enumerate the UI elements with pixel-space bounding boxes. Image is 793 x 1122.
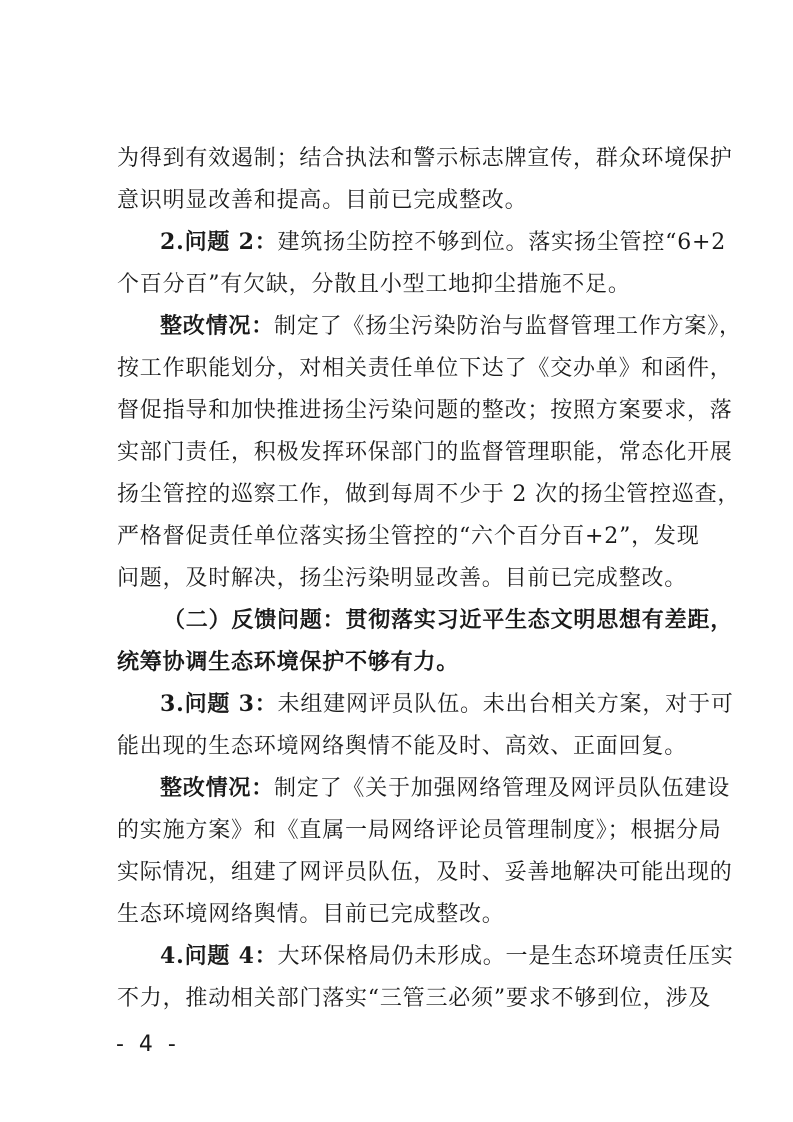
text-run: 按工作职能划分，对相关责任单位下达了《交办单》和函件，: [117, 356, 733, 381]
paragraph-line: [117, 437, 733, 468]
section-heading-line: [117, 647, 687, 678]
text-run: 不力，推动相关部门落实“三管三必须”要求不够到位，涉及: [117, 986, 712, 1011]
text-run: 生态环境网络舆情。目前已完成整改。: [117, 902, 505, 927]
paragraph-line: [117, 269, 687, 300]
text-run: 个百分百”有欠缺，分散且小型工地抑尘措施不足。: [117, 272, 631, 297]
paragraph-line: [160, 773, 731, 804]
paragraph-line: [117, 143, 733, 174]
bold-run: 2.问题 2：: [160, 229, 278, 255]
bold-run: 统筹协调生态环境保护不够有力。: [117, 649, 460, 675]
paragraph-line: [117, 899, 687, 930]
paragraph-line: [117, 857, 733, 888]
paragraph-line: [117, 815, 722, 846]
paragraph-line: [160, 227, 727, 258]
page-number: - 4 -: [116, 1032, 180, 1057]
text-run: 严格督促责任单位落实扬尘管控的“六个百分百+2”，发现: [117, 524, 700, 549]
paragraph-line: [160, 311, 742, 342]
text-run: 扬尘管控的巡察工作，做到每周不少于 2 次的扬尘管控巡查，: [117, 482, 741, 507]
text-run: 意识明显改善和提高。目前已完成整改。: [117, 188, 528, 213]
bold-run: 整改情况：: [160, 775, 275, 801]
bold-run: 4.问题 4：: [160, 943, 278, 969]
text-run: 为得到有效遏制；结合执法和警示标志牌宣传，群众环境保护: [117, 146, 733, 171]
paragraph-line: [117, 563, 687, 594]
text-run: 制定了《关于加强网络管理及网评员队伍建设: [274, 776, 731, 801]
bold-run: （二）反馈问题：贯彻落实习近平生态文明思想有差距，: [163, 607, 734, 633]
paragraph-line: [117, 353, 733, 384]
bold-run: 3.问题 3：: [160, 691, 278, 717]
text-run: 的实施方案》和《直属一局网络评论员管理制度》；根据分局: [117, 818, 722, 843]
text-run: 实部门责任，积极发挥环保部门的监督管理职能，常态化开展: [117, 440, 733, 465]
paragraph-line: [117, 731, 687, 762]
paragraph-line: [117, 395, 733, 426]
paragraph-line: [160, 689, 734, 720]
paragraph-line: [117, 983, 712, 1014]
text-run: 督促指导和加快推进扬尘污染问题的整改；按照方案要求，落: [117, 398, 733, 423]
text-run: 能出现的生态环境网络舆情不能及时、高效、正面回复。: [117, 734, 688, 759]
paragraph-line: [117, 521, 700, 552]
section-heading-line: [163, 605, 733, 636]
text-run: 建筑扬尘防控不够到位。落实扬尘管控“6+2: [277, 230, 727, 255]
paragraph-line: [160, 941, 734, 972]
text-run: 未组建网评员队伍。未出台相关方案，对于可: [277, 692, 734, 717]
bold-run: 整改情况：: [160, 313, 275, 339]
text-run: 大环保格局仍未形成。一是生态环境责任压实: [277, 944, 734, 969]
paragraph-line: [117, 479, 741, 510]
text-run: 实际情况，组建了网评员队伍，及时、妥善地解决可能出现的: [117, 860, 733, 885]
text-run: 问题，及时解决，扬尘污染明显改善。目前已完成整改。: [117, 566, 688, 591]
text-run: 制定了《扬尘污染防治与监督管理工作方案》，: [274, 314, 742, 339]
paragraph-line: [117, 185, 687, 216]
